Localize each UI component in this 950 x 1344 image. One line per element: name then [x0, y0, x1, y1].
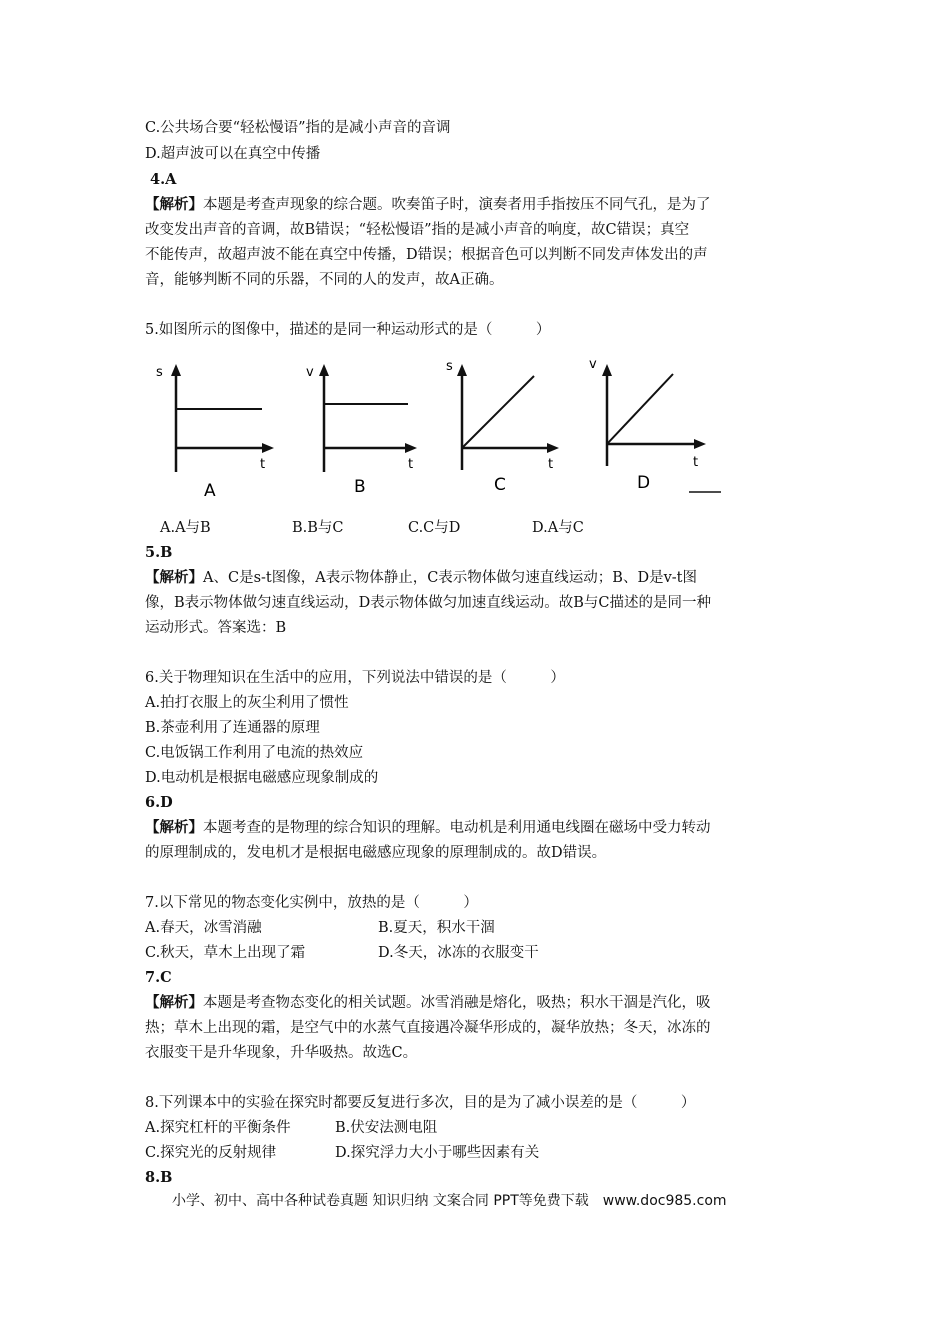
- graph-b-xaxis-label: t: [408, 457, 414, 472]
- analysis-6-line-2: 的原理制成的，发电机才是根据电磁感应现象的原理制成的。故D错误。: [145, 845, 607, 861]
- q8-option-a: A.探究杠杆的平衡条件: [145, 1120, 291, 1136]
- q5-option-b: B.B与C: [292, 520, 344, 536]
- analysis-7-line-3: 衣服变干是升华现象，升华吸热。故选C。: [145, 1045, 418, 1061]
- graph-d: [585, 352, 725, 502]
- answer-8: 8.B: [145, 1169, 173, 1186]
- graph-a: [150, 352, 280, 502]
- graph-d-yaxis-label: v: [589, 357, 597, 372]
- analysis-5-line-2: 像，B表示物体做匀速直线运动，D表示物体做匀加速直线运动。故B与C描述的是同一种: [145, 595, 712, 611]
- answer-6: 6.D: [145, 794, 173, 811]
- q5-option-d: D.A与C: [532, 520, 584, 536]
- graph-c-label: C: [494, 475, 506, 495]
- q4-option-d: D.超声波可以在真空中传播: [145, 146, 321, 162]
- q7-option-c: C.秋天，草木上出现了霜: [145, 945, 306, 961]
- question-8: 8.下列课本中的实验在探究时都要反复进行多次，目的是为了减小误差的是（ ）: [145, 1095, 696, 1111]
- analysis-7-line-2: 热；草木上出现的霜，是空气中的水蒸气直接遇冷凝华形成的，凝华放热；冬天，冰冻的: [145, 1020, 711, 1036]
- q6-option-b: B.茶壶利用了连通器的原理: [145, 720, 320, 736]
- graph-b-label: B: [354, 477, 366, 497]
- q6-option-c: C.电饭锅工作利用了电流的热效应: [145, 745, 364, 761]
- q8-option-b: B.伏安法测电阻: [335, 1120, 438, 1136]
- graph-d-xaxis-label: t: [693, 455, 699, 470]
- q7-option-b: B.夏天，积水干涸: [378, 920, 495, 936]
- answer-7: 7.C: [145, 969, 172, 986]
- q5-option-c: C.C与D: [408, 520, 461, 536]
- q5-option-a: A.A与B: [160, 520, 211, 536]
- analysis-5-line-1: 【解析】A、C是s-t图像，A表示物体静止，C表示物体做匀速直线运动；B、D是v-t图: [145, 569, 697, 586]
- question-6: 6.关于物理知识在生活中的应用，下列说法中错误的是（ ）: [145, 670, 565, 686]
- graph-a-label: A: [204, 481, 216, 501]
- graph-a-xaxis-label: t: [260, 457, 266, 472]
- analysis-7-line-1: 【解析】本题是考查物态变化的相关试题。冰雪消融是熔化，吸热；积水干涸是汽化，吸: [145, 994, 711, 1011]
- question-7: 7.以下常见的物态变化实例中，放热的是（ ）: [145, 895, 478, 911]
- graph-d-label: D: [637, 473, 651, 493]
- graph-b: [300, 352, 430, 502]
- analysis-4-line-2: 改变发出声音的音调，故B错误；“轻松慢语”指的是减小声音的响度，故C错误；真空: [145, 222, 690, 238]
- graph-b-yaxis-label: v: [306, 365, 314, 380]
- q7-option-d: D.冬天，冰冻的衣服变干: [378, 945, 539, 961]
- question-5: 5.如图所示的图像中，描述的是同一种运动形式的是（ ）: [145, 322, 551, 338]
- q4-option-c: C.公共场合要“轻松慢语”指的是减小声音的音调: [145, 120, 451, 136]
- analysis-4-line-4: 音，能够判断不同的乐器，不同的人的发声，故A正确。: [145, 272, 504, 288]
- graph-c-xaxis-label: t: [548, 457, 554, 472]
- graph-c-yaxis-label: s: [446, 359, 453, 374]
- answer-5: 5.B: [145, 544, 173, 561]
- analysis-4-line-3: 不能传声，故超声波不能在真空中传播，D错误；根据音色可以判断不同发声体发出的声: [145, 247, 708, 263]
- q8-option-c: C.探究光的反射规律: [145, 1145, 277, 1161]
- graph-a-yaxis-label: s: [156, 365, 163, 380]
- q6-option-d: D.电动机是根据电磁感应现象制成的: [145, 770, 379, 786]
- analysis-4-line-1: 【解析】本题是考查声现象的综合题。吹奏笛子时，演奏者用手指按压不同气孔，是为了: [145, 196, 711, 213]
- analysis-5-line-3: 运动形式。答案选：B: [145, 620, 287, 636]
- analysis-tag: 【解析】: [145, 196, 203, 213]
- q6-option-a: A.拍打衣服上的灰尘利用了惯性: [145, 695, 349, 711]
- answer-4: 4.A: [150, 171, 177, 188]
- graph-c: [440, 352, 570, 502]
- footer-watermark: 小学、初中、高中各种试卷真题 知识归纳 文案合同 PPT等免费下载 www.doc985.com: [172, 1193, 727, 1209]
- q7-option-a: A.春天，冰雪消融: [145, 920, 262, 936]
- analysis-6-line-1: 【解析】本题考查的是物理的综合知识的理解。电动机是利用通电线圈在磁场中受力转动: [145, 819, 711, 836]
- q8-option-d: D.探究浮力大小于哪些因素有关: [335, 1145, 540, 1161]
